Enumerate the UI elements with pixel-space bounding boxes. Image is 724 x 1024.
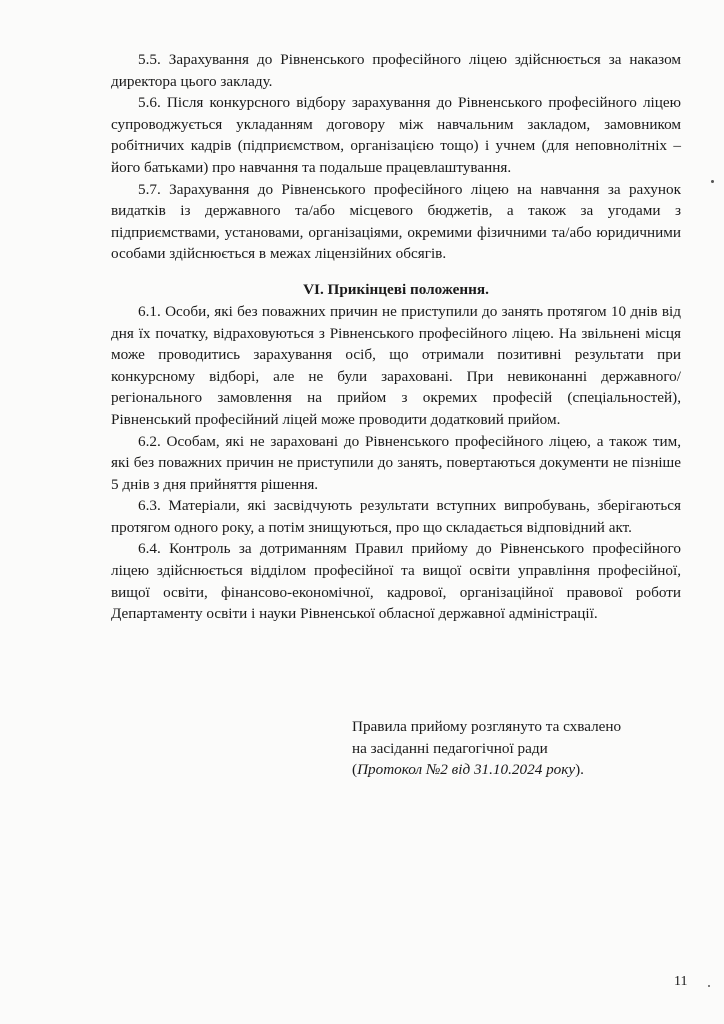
document-body [111, 49, 681, 625]
protocol-close-paren: ). [575, 761, 584, 779]
paragraph-6-1: 6.1. Особи, які без поважних причин не приступили до занять протягом 10 днів від дня їх початку, відраховуються з Рівненського професійного ліцею. На звільнені місця може проводитись зарахування осіб, що отримали позитивні результати при конкурсному відборі, але не були зараховані. При невиконанні державного/регіонального замовлення на прийом з окремих професій (спеціальностей), Рівненський професійний ліцей може проводити додатковий прийом. [111, 302, 681, 428]
paragraph-6-2: 6.2. Особам, які не зараховані до Рівненського професійного ліцею, а також тим, які без поважних причин не приступили до занять, повертаються документи не пізніше 5 днів з дня прийняття рішення. [111, 432, 681, 493]
paragraph-5-6: 5.6. Після конкурсного відбору зарахування до Рівненського професійного ліцею супроводжується укладанням договору між навчальним закладом, замовником робітничих кадрів (підприємством, організацією тощо) і учнем (для неповнолітніх – його батьками) про навчання та подальше працевлаштування. [111, 94, 681, 176]
approval-line-1: Правила прийому розглянуто та схвалено [352, 718, 622, 735]
approval-note [352, 716, 692, 781]
paragraph-5-7: 5.7. Зарахування до Рівненського професійного ліцею на навчання за рахунок видатків із державного та/або місцевого бюджетів, а також за угодами з підприємствами, установами, організаціями, окремими фізичними та/або юридичними особами здійснюється в межах ліцензійних обсягів. [111, 180, 681, 263]
paragraph-6-3: 6.3. Матеріали, які засвідчують результати вступних випробувань, зберігаються протягом одного року, а потім знищуються, про що складається відповідний акт. [111, 497, 681, 536]
approval-protocol-line [352, 759, 692, 781]
paragraph-5-5: 5.5. Зарахування до Рівненського професійного ліцею здійснюється за наказом директора цього закладу. [111, 51, 681, 90]
approval-line-2: на засіданні педагогічної ради [352, 739, 548, 757]
scan-speck [708, 985, 710, 987]
scan-speck [711, 180, 714, 183]
section-heading: VI. Прикінцеві положення. [303, 280, 489, 298]
protocol-open-paren: ( [352, 761, 358, 779]
protocol-reference: Протокол №2 від 31.10.2024 року [357, 761, 576, 779]
page-number: 11 [674, 974, 688, 989]
paragraph-6-4: 6.4. Контроль за дотриманням Правил прийому до Рівненського професійного ліцею здійснюється відділом професійної та вищої освіти управління професійної, вищої освіти, фінансово-економічної, кадрової, організаційної правової роботи Департаменту освіти і науки Рівненської обласної державної адміністрації. [111, 540, 681, 623]
